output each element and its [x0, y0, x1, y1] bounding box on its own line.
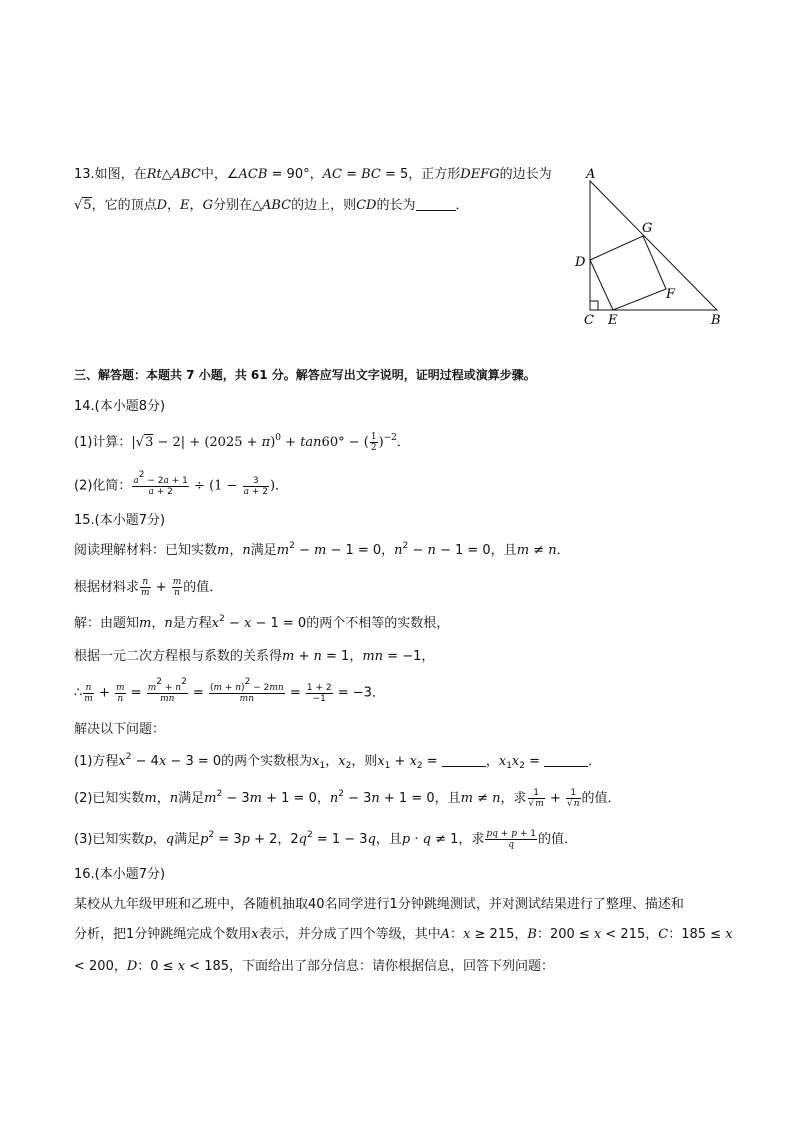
blank-product [544, 753, 588, 767]
label-e: E [608, 313, 618, 325]
label-g: G [642, 221, 653, 236]
triangle-abc [590, 181, 717, 310]
label-b: B [711, 313, 721, 325]
q15-intro: 阅读理解材料：已知实数m，n满足$m^2 - m - 1 = 0$，$n^2 - n - 1 = 0$，且m ≠ n． [74, 541, 570, 558]
q14-part1: (1)计算：$|√3 - 2| + (2025 + \pi)^0 + \tan 60^\circ$ − ( $\frac{1}{2}$ )$^{-2}$． [74, 432, 410, 453]
q14-part2: (2)化简： $\frac{a^2 - 2a + 1}{a + 2}$ ÷ (1 − $\frac{3}{a + 2}$ )． [74, 470, 289, 497]
q14-title: 14.(本小题8分) [74, 399, 166, 414]
q15-part2: (2)已知实数m，n满足$m^2 - 3m + 1 = 0$，$n^2 - 3n + 1 = 0$，且m ≠ n，求 $\frac{1}{√m}$ + $\frac{1}{√n}$ 的值． [74, 788, 621, 809]
q15-solve: 解决以下问题： [74, 722, 166, 737]
q16-line2: 分析，把1分钟跳绳完成个数用x表示，并分成了四个等级，其中A：x ≥ 215，B：200 ≤ x < 215，C：185 ≤ x [74, 927, 733, 942]
q13-line1: 13.如图，在Rt△ABC中，∠ACB = 90°，AC = BC = 5，正方形DEFG的边长为 [74, 167, 552, 182]
q15-part3: (3)已知实数p，q满足$p^2 = 3p + 2$，$2q^2 = 1 - 3q$，且p · q ≠ 1，求 $\frac{pq + p + 1}{q}$ 的值． [74, 829, 577, 850]
label-a: A [586, 167, 596, 182]
geometry-figure [570, 165, 730, 325]
q15-part1: (1)方程$x^2 - 4x - 3 = 0$的两个实数根为$x_1$，$x_2$，则$x_1 + x_2$ = ，$x_1x_2$ = ． [74, 752, 602, 771]
q13-line2: √5，它的顶点D，E，G分别在△ABC的边上，则CD的长为 ． [74, 198, 469, 213]
q15-sol3: ∴ $\frac{n}{m}$ + $\frac{m}{n}$ = $\frac{m^2 + n^2}{mn}$ = $\frac{(m + n)^2 - 2mn}{mn}$ = $\frac{1 + 2}{-1}$ = −3． [74, 677, 385, 704]
section-3-heading: 三、解答题：本题共 7 小题，共 61 分。解答应写出文字说明，证明过程或演算步骤。 [74, 368, 536, 382]
q16-line3: < 200，D：0 ≤ x < 185，下面给出了部分信息：请你根据信息，回答下列问题： [74, 959, 555, 974]
blank-sum [442, 753, 486, 767]
right-angle-mark [590, 301, 598, 310]
label-f: F [666, 287, 676, 302]
q15-sol1: 解：由题知m，n是方程$x^2 - x - 1 = 0$的两个不相等的实数根， [74, 614, 450, 631]
answer-blank [416, 197, 456, 211]
q15-ask: 根据材料求 $\frac{n}{m}$ + $\frac{m}{n}$ 的值． [74, 577, 223, 598]
q16-line1: 某校从九年级甲班和乙班中，各随机抽取40名同学进行1分钟跳绳测试，并对测试结果进行了整理、描述和 [74, 897, 684, 912]
q15-sol2: 根据一元二次方程根与系数的关系得m + n = 1，mn = −1， [74, 649, 435, 664]
q15-title: 15.(本小题7分) [74, 513, 166, 528]
label-d: D [575, 255, 586, 270]
q16-title: 16.(本小题7分) [74, 867, 166, 882]
label-c: C [584, 313, 594, 325]
